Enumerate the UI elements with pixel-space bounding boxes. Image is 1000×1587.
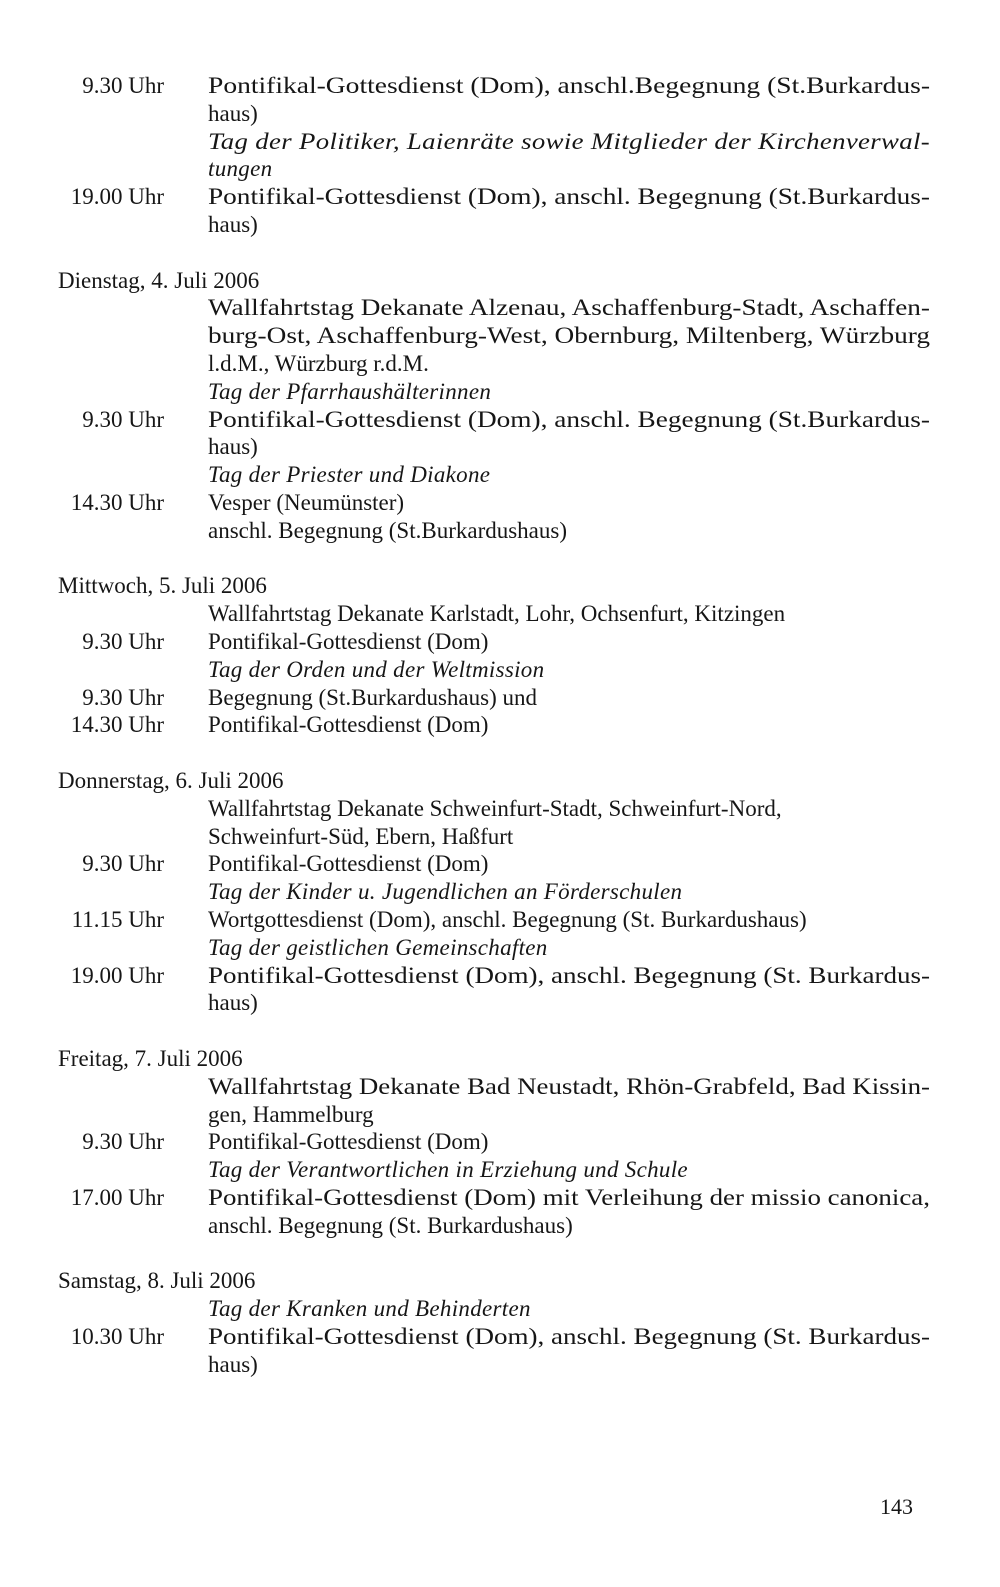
entry-theme: tungen <box>208 156 273 182</box>
entry-time: 19.00 Uhr <box>70 184 164 210</box>
entry-theme: Tag der Kinder u. Jugendlichen an Förderschulen <box>208 879 683 905</box>
day-heading: Donnerstag, 6. Juli 2006 <box>58 768 284 793</box>
entry-time: 9.30 Uhr <box>82 851 164 877</box>
entry-text: Pontifikal-Gottesdienst (Dom) <box>208 851 489 877</box>
day-heading: Dienstag, 4. Juli 2006 <box>58 267 260 293</box>
entry-time: 9.30 Uhr <box>82 406 164 432</box>
entry-text: Pontifikal-Gottesdienst (Dom), anschl. Begegnung (St.Burkardus- <box>208 184 931 210</box>
entry-text: gen, Hammelburg <box>208 1101 374 1127</box>
entry-text: haus) <box>208 990 258 1016</box>
entry-theme: Tag der Verantwortlichen in Erziehung und Schule <box>208 1157 688 1183</box>
entry-time: 19.00 Uhr <box>70 962 164 988</box>
entry-text: Pontifikal-Gottesdienst (Dom) <box>208 1129 489 1155</box>
entry-text: Schweinfurt-Süd, Ebern, Haßfurt <box>208 823 514 849</box>
page-number: 143 <box>880 1494 913 1519</box>
entry-theme: Tag der Priester und Diakone <box>208 462 491 488</box>
entry-text: haus) <box>208 1351 258 1377</box>
entry-text: Wortgottesdienst (Dom), anschl. Begegnung (St. Burkardushaus) <box>208 907 807 932</box>
entry-time: 9.30 Uhr <box>82 1129 164 1155</box>
entry-text: Pontifikal-Gottesdienst (Dom) mit Verleihung der missio canonica, <box>208 1185 930 1210</box>
entry-text: Pontifikal-Gottesdienst (Dom), anschl. Begegnung (St. Burkardus- <box>208 1324 931 1349</box>
entry-text: Pontifikal-Gottesdienst (Dom), anschl. Begegnung (St.Burkardus- <box>208 406 931 432</box>
day-heading: Mittwoch, 5. Juli 2006 <box>58 573 267 599</box>
entry-text: Vesper (Neumünster) <box>208 490 405 515</box>
entry-text: Wallfahrtstag Dekanate Karlstadt, Lohr, Ochsenfurt, Kitzingen <box>208 601 786 627</box>
entry-text: Pontifikal-Gottesdienst (Dom), anschl.Begegnung (St.Burkardus- <box>208 73 931 98</box>
entry-theme: Tag der Politiker, Laienräte sowie Mitglieder der Kirchenverwal- <box>208 128 931 154</box>
entry-text: Pontifikal-Gottesdienst (Dom), anschl. Begegnung (St. Burkardus- <box>208 962 931 988</box>
entry-time: 11.15 Uhr <box>71 907 164 932</box>
entry-theme: Tag der Kranken und Behinderten <box>208 1296 531 1322</box>
entry-time: 9.30 Uhr <box>82 629 164 654</box>
day-heading: Samstag, 8. Juli 2006 <box>58 1268 256 1294</box>
entry-time: 14.30 Uhr <box>70 712 164 738</box>
entry-theme: Tag der Orden und der Weltmission <box>208 656 545 682</box>
day-heading: Freitag, 7. Juli 2006 <box>58 1046 243 1071</box>
entry-time: 14.30 Uhr <box>70 490 164 515</box>
entry-theme: Tag der Pfarrhaushälterinnen <box>208 378 492 404</box>
entry-text: Pontifikal-Gottesdienst (Dom) <box>208 712 489 738</box>
entry-text: Wallfahrtstag Dekanate Schweinfurt-Stadt, Schweinfurt-Nord, <box>208 795 782 821</box>
entry-time: 9.30 Uhr <box>82 73 164 98</box>
entry-text: Begegnung (St.Burkardushaus) und <box>208 684 537 710</box>
entry-text: Wallfahrtstag Dekanate Bad Neustadt, Rhön-Grabfeld, Bad Kissin- <box>208 1073 930 1099</box>
entry-text: l.d.M., Würzburg r.d.M. <box>208 351 429 376</box>
entry-text: anschl. Begegnung (St. Burkardushaus) <box>208 1212 573 1238</box>
entry-text: burg-Ost, Aschaffenburg-West, Obernburg, Miltenberg, Würzburg <box>208 323 930 349</box>
entry-time: 17.00 Uhr <box>70 1185 164 1210</box>
entry-text: Wallfahrtstag Dekanate Alzenau, Aschaffenburg-Stadt, Aschaffen- <box>208 295 930 321</box>
entry-time: 9.30 Uhr <box>82 684 164 710</box>
entry-text: haus) <box>208 212 258 237</box>
entry-time: 10.30 Uhr <box>70 1324 164 1349</box>
entry-text: Pontifikal-Gottesdienst (Dom) <box>208 629 489 654</box>
entry-theme: Tag der geistlichen Gemeinschaften <box>208 934 548 960</box>
entry-text: anschl. Begegnung (St.Burkardushaus) <box>208 517 567 543</box>
entry-text: haus) <box>208 434 258 460</box>
entry-text: haus) <box>208 100 258 126</box>
